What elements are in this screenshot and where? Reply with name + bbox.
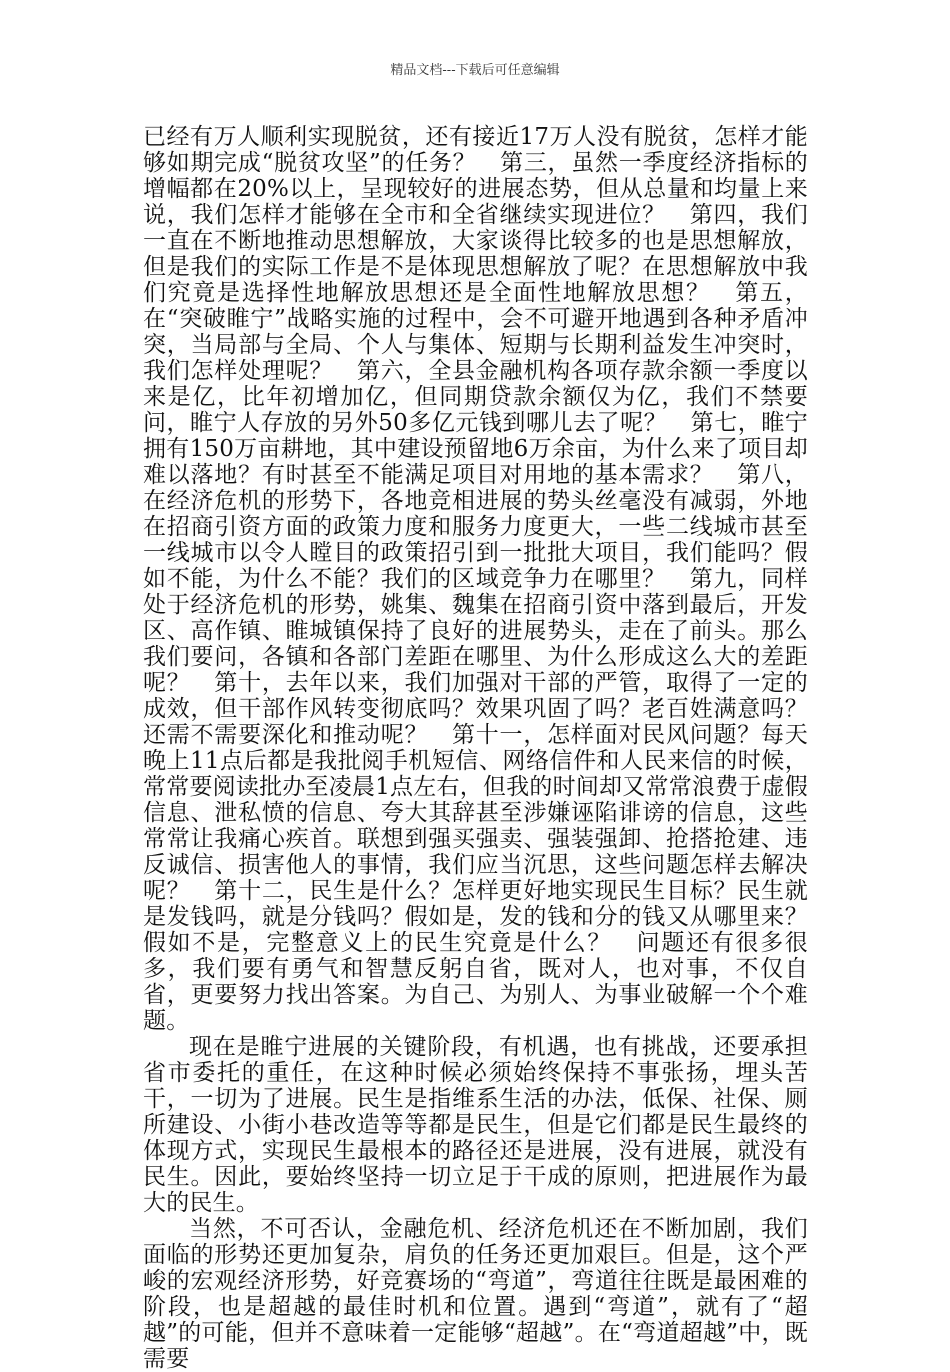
- page-header: 精品文档---下载后可任意编辑: [390, 63, 560, 78]
- paragraph-3: 当然，不可否认，金融危机、经济危机还在不断加剧，我们面临的形势还更加复杂，肩负的任务还更加艰巨。但是，这个严峻的宏观经济形势，好竞赛场的“弯道”，弯道往往既是最困难的阶段，也是超越的最佳时机和位置。遇到“弯道”，就有了“超越”的可能，但并不意味着一定能够“超越”。在“弯道超越”中，既需要: [143, 1216, 808, 1372]
- paragraph-1: 已经有万人顺利实现脱贫，还有接近17万人没有脱贫，怎样才能够如期完成“脱贫攻坚”的任务？ 第三，虽然一季度经济指标的增幅都在20%以上，呈现较好的进展态势，但从总量和均量上来说，我们怎样才能够在全市和全省继续实现进位？ 第四，我们一直在不断地推动思想解放，大家谈得比较多的也是思想解放，但是我们的实际工作是不是体现思想解放了呢？在思想解放中我们究竟是选择性地解放思想还是全面性地解放思想？ 第五，在“突破睢宁”战略实施的过程中，会不可避开地遇到各种矛盾冲突，当局部与全局、个人与集体、短期与长期利益发生冲突时，我们怎样处理呢？ 第六，全县金融机构各项存款余额一季度以来是亿，比年初增加亿，但同期贷款余额仅为亿，我们不禁要问，睢宁人存放的另外50多亿元钱到哪儿去了呢？ 第七，睢宁拥有150万亩耕地，其中建设预留地6万余亩，为什么来了项目却难以落地？有时甚至不能满足项目对用地的基本需求？ 第八，在经济危机的形势下，各地竞相进展的势头丝毫没有减弱，外地在招商引资方面的政策力度和服务力度更大，一些二线城市甚至一线城市以令人瞠目的政策招引到一批批大项目，我们能吗？假如不能，为什么不能？我们的区域竞争力在哪里？ 第九，同样处于经济危机的形势，姚集、魏集在招商引资中落到最后，开发区、高作镇、睢城镇保持了良好的进展势头，走在了前头。那么我们要问，各镇和各部门差距在哪里、为什么形成这么大的差距呢？ 第十，去年以来，我们加强对干部的严管，取得了一定的成效，但干部作风转变彻底吗？效果巩固了吗？老百姓满意吗？还需不需要深化和推动呢？ 第十一，怎样面对民风问题？每天晚上11点后都是我批阅手机短信、网络信件和人民来信的时候，常常要阅读批办至凌晨1点左右，但我的时间却又常常浪费于虚假信息、泄私愤的信息、夸大其辞甚至涉嫌诬陷诽谤的信息，这些常常让我痛心疾首。联想到强买强卖、强装强卸、抢搭抢建、违反诚信、损害他人的事情，我们应当沉思，这些问题怎样去解决呢？ 第十二，民生是什么？怎样更好地实现民生目标？民生就是发钱吗，就是分钱吗？假如是，发的钱和分的钱又从哪里来？假如不是，完整意义上的民生究竟是什么？ 问题还有很多很多，我们要有勇气和智慧反躬自省，既对人，也对事，不仅自省，更要努力找出答案。为自己、为别人、为事业破解一个个难题。: [143, 124, 808, 1034]
- paragraph-2: 现在是睢宁进展的关键阶段，有机遇，也有挑战，还要承担省市委托的重任，在这种时候必须始终保持不事张扬，埋头苦干，一切为了进展。民生是指维系生活的办法，低保、社保、厕所建设、小街小巷改造等等都是民生，但是它们都是民生最终的体现方式，实现民生最根本的路径还是进展，没有进展，就没有民生。因此，要始终坚持一切立足于干成的原则，把进展作为最大的民生。: [143, 1034, 808, 1216]
- document-body: [143, 124, 808, 1372]
